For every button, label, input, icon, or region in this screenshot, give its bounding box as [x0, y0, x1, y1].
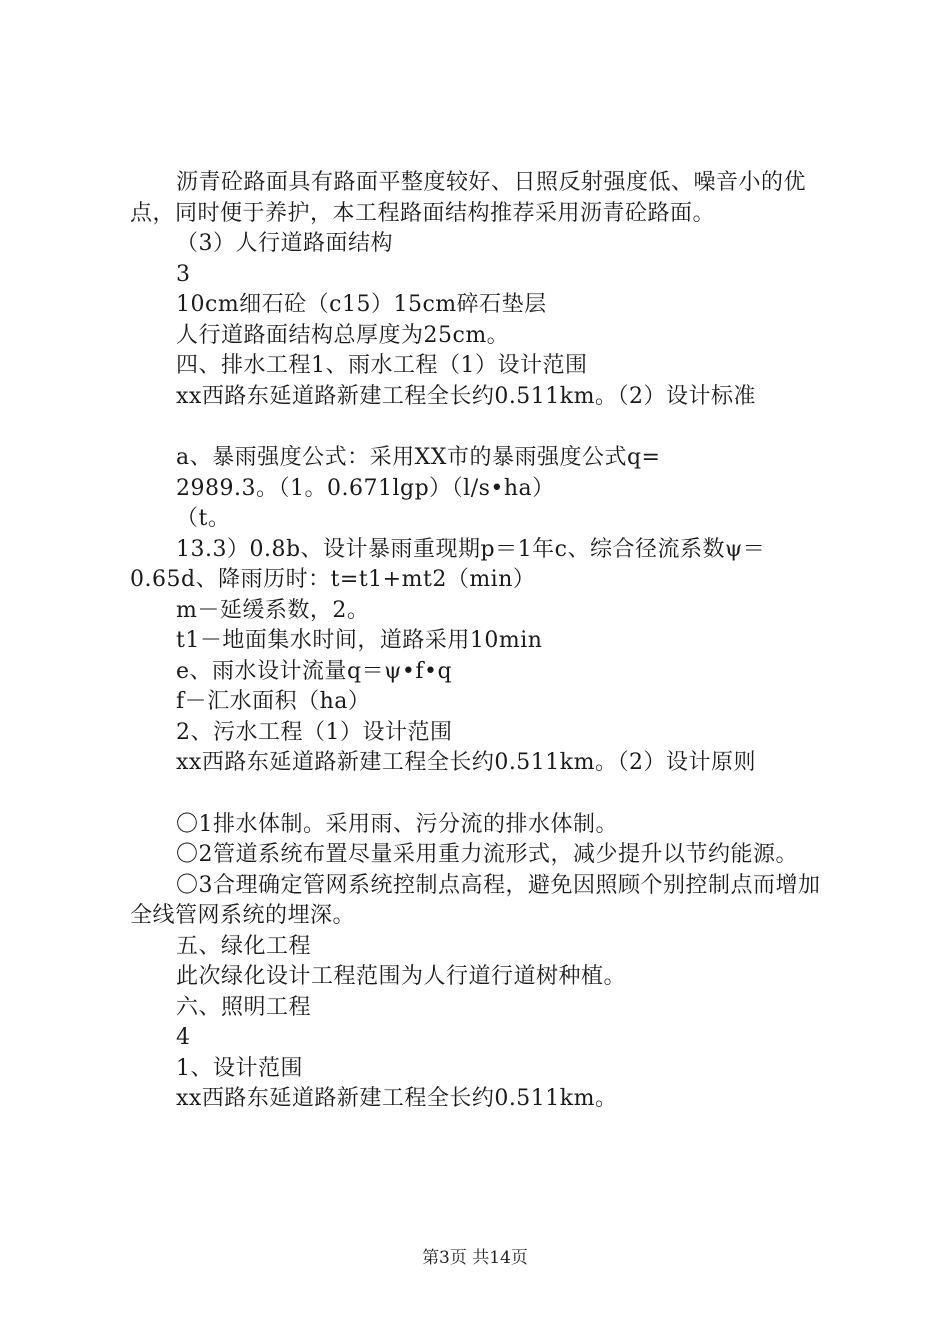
heading-drainage: 四、排水工程1、雨水工程（1）设计范围	[176, 353, 588, 378]
formula-line: 2989.3。（1。0.671lgp）（l/s•ha）	[176, 475, 555, 501]
design-parameters: 13.3）0.8b、设计暴雨重现期p＝1年c、综合径流系数ψ＝0.65d、降雨历时：t=t1+mt2（min）	[130, 536, 766, 592]
formula-line: （t。	[176, 506, 231, 531]
sewage-scope-text: xx西路东延道路新建工程全长约0.511km。（2）设计原则	[176, 750, 756, 775]
storm-formula-line: a、暴雨强度公式：采用XX市的暴雨强度公式q=	[176, 445, 661, 470]
rain-flow-formula: e、雨水设计流量q＝ψ•f•q	[176, 658, 453, 684]
page-number-marker: 4	[176, 1025, 191, 1050]
heading-sidewalk-structure: （3）人行道路面结构	[176, 231, 393, 256]
parameter-m: m－延缓系数，2。	[176, 597, 370, 623]
principle-2: 〇2管道系统布置尽量采用重力流形式，减少提升以节约能源。	[176, 842, 798, 867]
heading-sewage: 2、污水工程（1）设计范围	[176, 719, 453, 745]
page-footer: 第3页 共14页	[422, 1248, 528, 1268]
principle-3: 〇3合理确定管网系统控制点高程，避免因照顾个别控制点而增加全线管网系统的埋深。	[130, 872, 821, 928]
heading-lighting: 六、照明工程	[176, 994, 312, 1020]
spacer	[130, 412, 830, 443]
heading-design-scope: 1、设计范围	[176, 1055, 303, 1081]
paragraph-asphalt: 沥青砼路面具有路面平整度较好、日照反射强度低、噪音小的优点，同时便于养护，本工程路面结构推荐采用沥青砼路面。	[130, 170, 807, 226]
sidewalk-thickness: 人行道路面结构总厚度为25cm。	[176, 322, 510, 348]
spacer	[130, 779, 830, 810]
parameter-f: f－汇水面积（ha）	[176, 689, 371, 714]
parameter-t1: t1－地面集水时间，道路采用10min	[176, 628, 543, 653]
greening-text: 此次绿化设计工程范围为人行道行道树种植。	[176, 964, 627, 989]
rain-scope-text: xx西路东延道路新建工程全长约0.511km。（2）设计标准	[176, 383, 756, 409]
lighting-scope-text: xx西路东延道路新建工程全长约0.511km。	[176, 1086, 618, 1111]
page-number-marker: 3	[176, 261, 191, 287]
heading-greening: 五、绿化工程	[176, 933, 312, 959]
principle-1: 〇1排水体制。采用雨、污分流的排水体制。	[176, 811, 618, 837]
sidewalk-layers: 10cm细石砼（c15）15cm碎石垫层	[176, 292, 547, 317]
document-body	[130, 168, 830, 1115]
